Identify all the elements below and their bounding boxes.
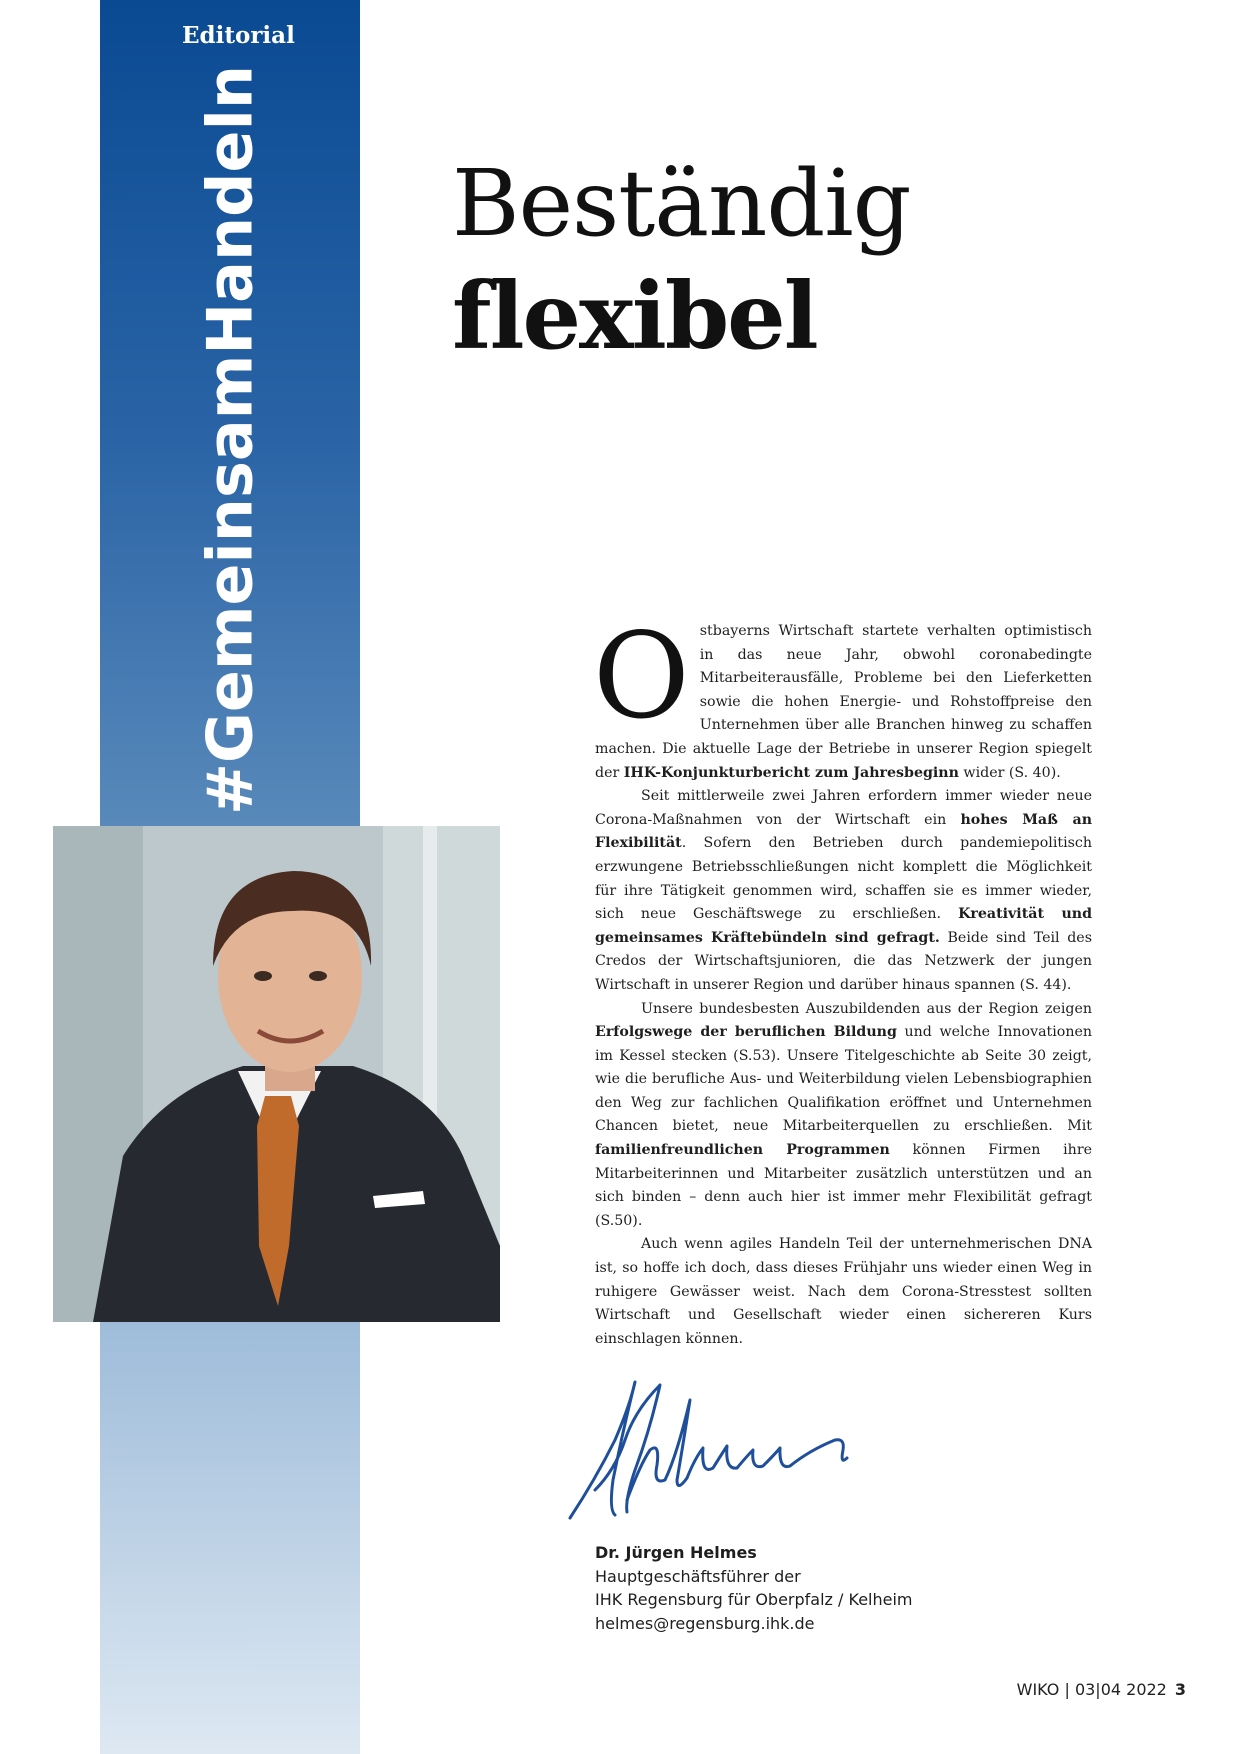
signer-title: Hauptgeschäftsführer der bbox=[595, 1566, 801, 1586]
emphasis-text: hohes Maß an Flexibilität bbox=[595, 811, 1093, 852]
body-text: und welche Innovationen im Kessel stecken (S.53). Unsere Titelgeschichte ab Seite 30 zeigt, wie die berufliche Aus- und Weiterbildung vielen Lebensbiographien den Weg zur fachlichen Qualifikation eröffnet und Unternehmen Chancen bietet, neue Mitarbeiterquellen zu erschließen. Mit bbox=[595, 1024, 1092, 1135]
article-paragraph-3 bbox=[595, 998, 1092, 1234]
page-footer bbox=[1017, 1680, 1186, 1699]
author-portrait-photo bbox=[53, 826, 500, 1322]
body-text: Seit mittlerweile zwei Jahren erfordern immer wieder neue Corona-Maßnahmen von der Wirtschaft ein bbox=[595, 788, 1092, 828]
editorial-article bbox=[593, 607, 1093, 1351]
signer-name: Dr. Jürgen Helmes bbox=[595, 1543, 757, 1562]
emphasis-text: Erfolgswege der beruflichen Bildung bbox=[595, 1024, 897, 1041]
article-paragraph-4 bbox=[595, 1233, 1092, 1351]
body-text: Unsere bundesbesten Auszubildenden aus der Region zeigen bbox=[641, 1000, 1092, 1017]
emphasis-text: familienfreundlichen Programmen bbox=[595, 1142, 890, 1159]
drop-cap: O bbox=[593, 607, 690, 745]
article-paragraph-1 bbox=[593, 607, 1092, 785]
article-paragraph-2 bbox=[595, 785, 1092, 997]
emphasis-text: IHK-Konjunkturbericht zum Jahresbeginn bbox=[623, 764, 959, 781]
hashtag-text: #GemeinsamHandeln bbox=[193, 65, 267, 815]
headline bbox=[452, 148, 911, 372]
body-text: Beide sind Teil des Credos der Wirtschaftsjunioren, die das Netzwerk der jungen Wirtschaft in unserer Region und darüber hinaus spannen (S. 44). bbox=[595, 929, 1092, 993]
body-text: können Firmen ihre Mitarbeiterinnen und Mitarbeiter zusätzlich unterstützen und an sich binden – denn auch hier ist immer mehr Flexibilität gefragt (S.50). bbox=[595, 1142, 1093, 1229]
section-label: Editorial bbox=[182, 22, 295, 49]
signer-block bbox=[595, 1541, 1015, 1635]
body-text: Auch wenn agiles Handeln Teil der unternehmerischen DNA ist, so hoffe ich doch, dass dieses Frühjahr uns wieder einen Weg in ruhigere Gewässer weist. Nach dem Corona-Stresstest sollten Wirtschaft und Gesellschaft wieder einen sichereren Kurs einschlagen können. bbox=[595, 1236, 1092, 1347]
page-number: 3 bbox=[1174, 1680, 1186, 1699]
headline-line-1: Beständig bbox=[452, 150, 911, 257]
handwritten-signature bbox=[565, 1370, 875, 1530]
body-text: . Sofern den Betrieben durch pandemiepolitisch erzwungene Betriebsschließungen nicht komplett die Möglichkeit für ihre Tätigkeit genommen wird, schaffen sie es immer wieder, sich neue Geschäftswege zu erschließen. bbox=[595, 835, 1092, 923]
paragraph-runs bbox=[595, 1001, 1092, 1229]
body-text: wider (S. 40). bbox=[958, 764, 1061, 781]
signer-organization: IHK Regensburg für Oberpfalz / Kelheim bbox=[595, 1590, 913, 1610]
headline-line-2: flexibel bbox=[452, 262, 817, 370]
signer-email[interactable]: helmes@regensburg.ihk.de bbox=[595, 1613, 815, 1633]
paragraph-runs bbox=[595, 788, 1092, 993]
emphasis-text: Kreativität und gemeinsames Kräftebündeln sind gefragt. bbox=[595, 906, 1093, 946]
portrait-illustration bbox=[53, 826, 500, 1322]
body-text: stbayerns Wirtschaft startete verhalten optimistisch in das neue Jahr, obwohl coronabedingte Mitarbeiterausfälle, Probleme bei den Lieferketten sowie die hohen Energie- und Rohstoffpreise den Unternehmen über alle Branchen hinweg zu schaffen machen. Die aktuelle Lage der Betriebe in unserer Region spiegelt der bbox=[595, 623, 1092, 781]
magazine-issue: WIKO | 03|04 2022 bbox=[1016, 1680, 1167, 1699]
paragraph-runs bbox=[595, 1236, 1092, 1346]
